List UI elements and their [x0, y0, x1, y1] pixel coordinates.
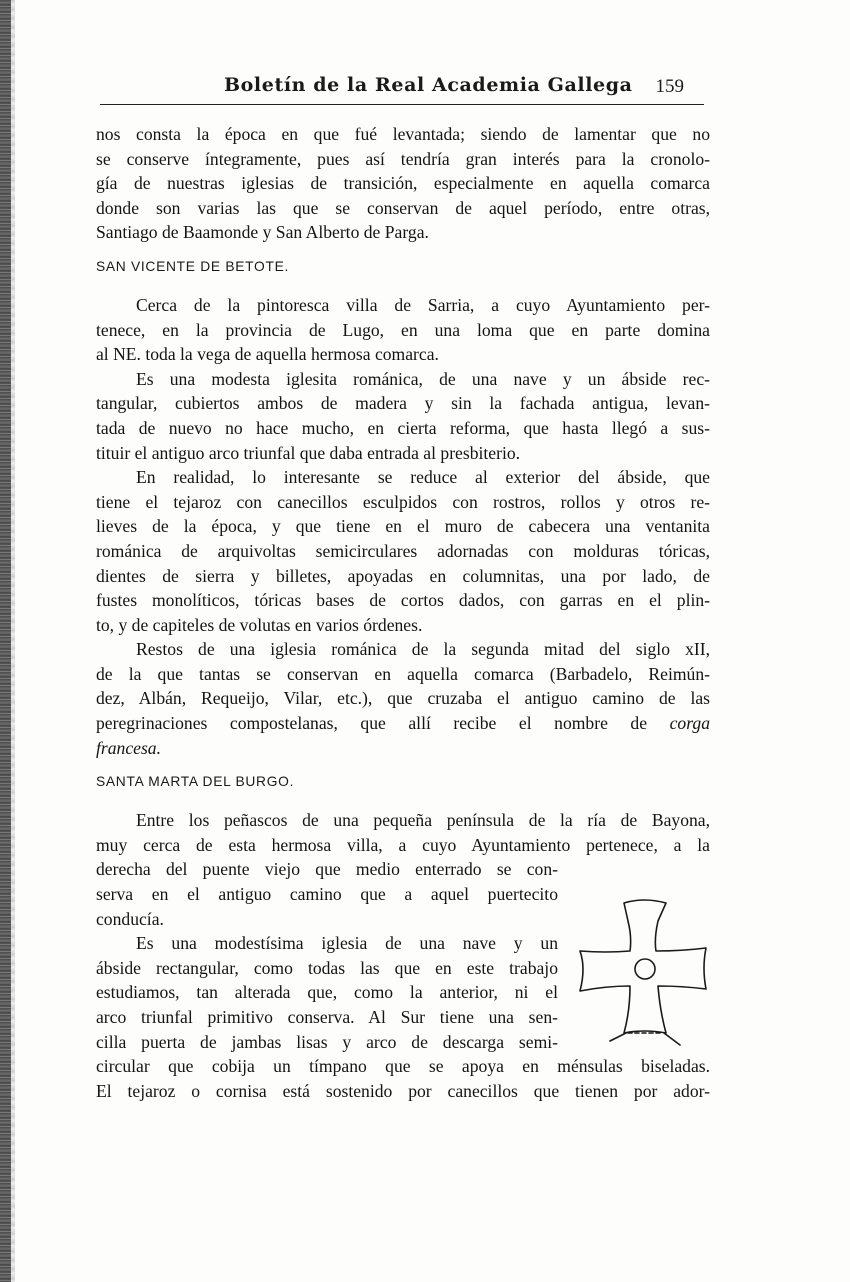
section-heading-santa-marta: SANTA MARTA DEL BURGO.: [96, 774, 295, 790]
text-run: peregrinaciones compostelanas, que allí recibe el nombre de: [96, 713, 648, 734]
text-line: dientes de sierra y billetes, apoyadas en columnitas, una por lado, de: [96, 565, 710, 586]
italic-term: francesa.: [96, 737, 161, 758]
text-line: se conserve íntegramente, pues así tendría gran interés para la cronolo-: [96, 148, 710, 169]
text-line: de la que tantas se conservan en aquella comarca (Barbadelo, Reimún-: [96, 663, 710, 684]
text-line: cilla puerta de jambas lisas y arco de descarga semi-: [96, 1031, 558, 1052]
text-line: tangular, cubiertos ambos de madera y sin la fachada antigua, levan-: [96, 393, 710, 414]
text-line: nos consta la época en que fué levantada; siendo de lamentar que no: [96, 124, 710, 144]
text-line: circular que cobija un tímpano que se apoya en ménsulas biseladas.: [96, 1056, 710, 1077]
book-spine-edge: [11, 0, 15, 1282]
text-line: El tejaroz o cornisa está sostenido por canecillos que tienen por ador-: [96, 1080, 710, 1101]
text-line: conducía.: [96, 908, 164, 929]
text-line: gía de nuestras iglesias de transición, especialmente en aquella comarca: [96, 173, 710, 194]
section-heading-san-vicente: SAN VICENTE DE BETOTE.: [96, 258, 290, 274]
running-header: [100, 70, 704, 105]
text-line: tituir el antiguo arco triunfal que daba entrada al presbiterio.: [96, 442, 521, 463]
text-line: En realidad, lo interesante se reduce al exterior del ábside, que: [136, 467, 710, 488]
paragraph: [96, 293, 710, 367]
text-line: Entre los peñascos de una pequeña península de la ría de Bayona,: [136, 810, 710, 831]
italic-term: corga: [669, 713, 710, 734]
text-line: Santiago de Baamonde y San Alberto de Parga.: [96, 222, 429, 243]
text-line: lieves de la época, y que tiene en el muro de cabecera una ventanita: [96, 516, 710, 537]
text-line: ábside rectangular, como todas las que en este trabajo: [96, 957, 558, 978]
text-line: Es una modesta iglesita románica, de una nave y un ábside rec-: [136, 368, 710, 389]
text-line: [96, 711, 710, 736]
text-line: al NE. toda la vega de aquella hermosa comarca.: [96, 344, 439, 365]
text-line: tada de nuevo no hace mucho, en cierta reforma, que hasta llegó a sus-: [96, 417, 710, 438]
text-line: Restos de una iglesia románica de la segunda mitad del siglo xII,: [136, 639, 710, 660]
text-line: to, y de capiteles de volutas en varios órdenes.: [96, 614, 423, 635]
text-line: [96, 736, 710, 761]
text-line: arco triunfal primitivo conserva. Al Sur tiene una sen-: [96, 1007, 558, 1027]
text-line: tiene el tejaroz con canecillos esculpidos con rostros, rollos y otros re-: [96, 491, 710, 512]
book-spine-shadow: [0, 0, 11, 1282]
paragraph: [96, 367, 710, 465]
text-line: derecha del puente viejo que medio enterrado se con-: [96, 859, 558, 880]
running-title: Boletín de la Real Academia Gallega: [224, 74, 633, 96]
cross-pattee-icon: [574, 893, 716, 1053]
text-line: muy cerca de esta hermosa villa, a cuyo Ayuntamiento pertenece, a la: [96, 834, 710, 855]
paragraph: [96, 465, 710, 637]
text-line: estudiamos, tan alterada que, como la anterior, ni el: [96, 982, 558, 1003]
text-line: donde son varias las que se conservan de aquel período, entre otras,: [96, 197, 710, 218]
text-line: tenece, en la provincia de Lugo, en una loma que en parte domina: [96, 319, 710, 340]
text-line: fustes monolíticos, tóricas bases de cortos dados, con garras en el plin-: [96, 590, 710, 611]
text-line: dez, Albán, Requeijo, Vilar, etc.), que cruzaba el antiguo camino de las: [96, 688, 710, 709]
page-number: 159: [655, 76, 684, 97]
text-line: Es una modestísima iglesia de una nave y un: [136, 933, 558, 954]
text-line: serva en el antiguo camino que a aquel puertecito: [96, 884, 558, 905]
text-line: Cerca de la pintoresca villa de Sarria, a cuyo Ayuntamiento per-: [136, 294, 710, 315]
paragraph: [96, 637, 710, 760]
intro-paragraph: [96, 122, 710, 245]
text-line: románica de arquivoltas semicirculares adornadas con molduras tóricas,: [96, 540, 710, 561]
